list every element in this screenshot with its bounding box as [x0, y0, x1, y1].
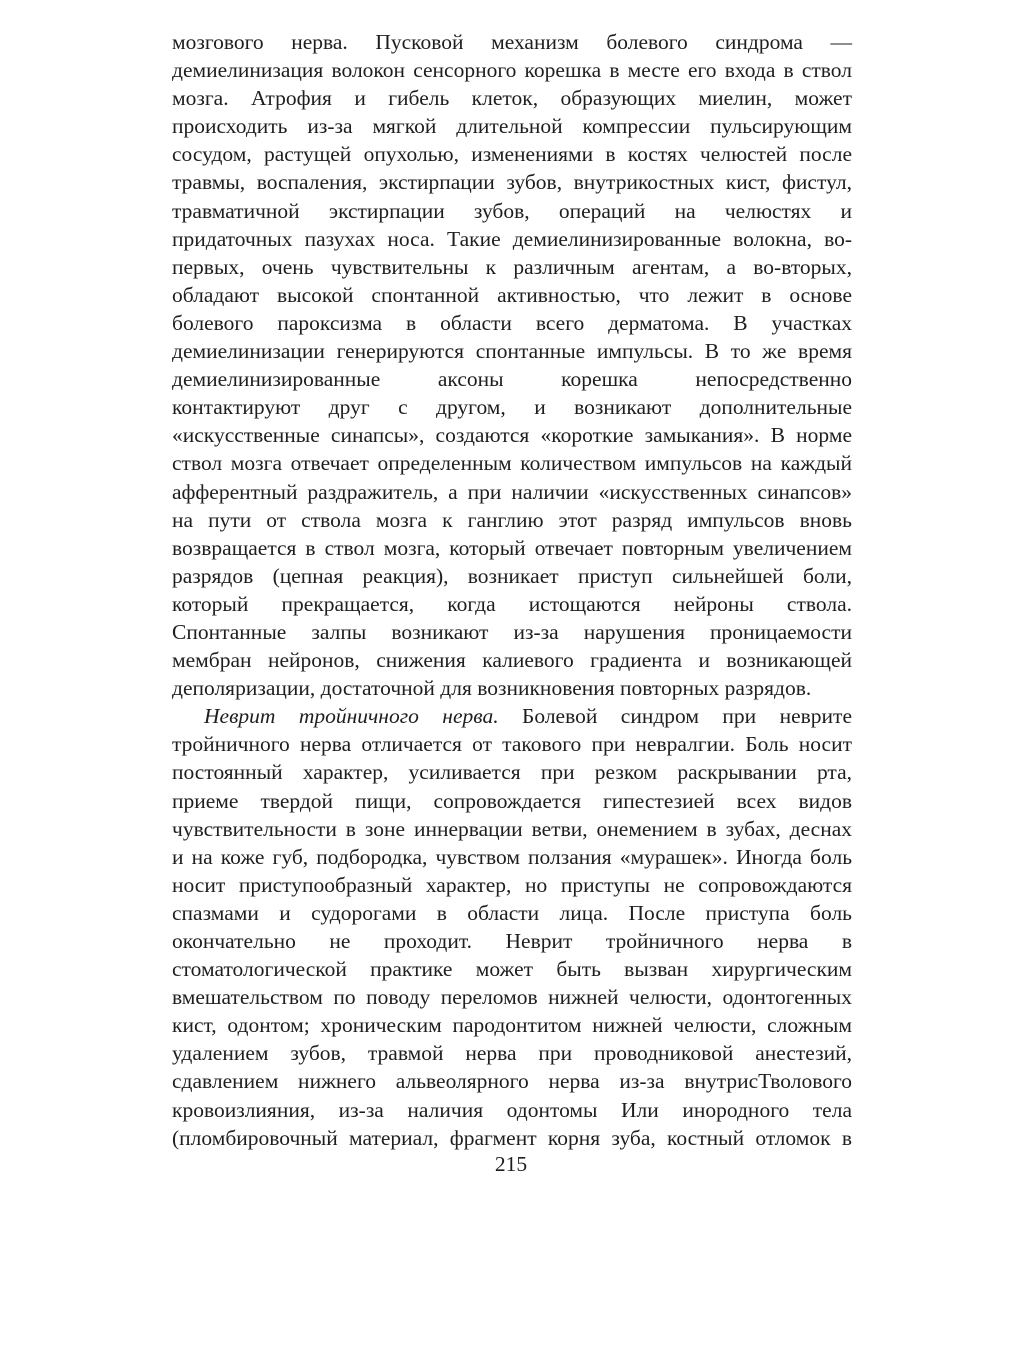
text-line: чувствительности в зоне иннервации ветви, онемением в зубах, деснах — [172, 816, 852, 841]
text-line: возвращается в ствол мозга, который отвечает повторным увеличением — [172, 535, 852, 560]
text-line: носит приступообразный характер, но приступы не сопровождаются — [172, 872, 852, 897]
text-line: мембран нейронов, снижения калиевого градиента и возникающей — [172, 648, 852, 673]
paragraph — [172, 28, 852, 702]
text-line: демиелинизация волокон сенсорного корешка в месте его входа в ствол — [172, 58, 852, 83]
text-line: сосудом, растущей опухолью, изменениями в костях челюстей после — [172, 142, 852, 167]
text-line: контактируют друг с другом, и возникают дополнительные — [172, 395, 852, 420]
text-line: обладают высокой спонтанной активностью, что лежит в основе — [172, 282, 852, 307]
text-line: кист, одонтом; хроническим пародонтитом нижней челюсти, сложным — [172, 1013, 852, 1038]
text-line: Спонтанные залпы возникают из-за нарушения проницаемости — [172, 619, 852, 644]
text-line: травматичной экстирпации зубов, операций на челюстях и — [172, 198, 852, 223]
text-line: травмы, воспаления, экстирпации зубов, внутрикостных кист, фистул, — [172, 170, 852, 195]
text-line: удалением зубов, травмой нерва при проводниковой анестезий, — [172, 1041, 852, 1066]
text-line: демиелинизации генерируются спонтанные импульсы. В то же время — [172, 339, 852, 364]
section-heading-italic: Неврит тройничного нерва. — [204, 704, 499, 729]
text-line: приеме твердой пищи, сопровождается гипестезией всех видов — [172, 788, 852, 813]
text-line: (пломбировочный материал, фрагмент корня зуба, костный отломок в — [172, 1125, 852, 1150]
body-text — [172, 28, 852, 1152]
text-line: который прекращается, когда истощаются нейроны ствола. — [172, 591, 852, 616]
text-line: постоянный характер, усиливается при резком раскрывании рта, — [172, 760, 852, 785]
page-number: 215 — [494, 1152, 528, 1176]
paragraph — [172, 702, 852, 1152]
text-line: болевого пароксизма в области всего дерматома. В участках — [172, 310, 852, 335]
text-line: на пути от ствола мозга к ганглию этот разряд импульсов вновь — [172, 507, 852, 532]
text-line: афферентный раздражитель, а при наличии «искусственных синапсов» — [172, 479, 852, 504]
text-line: разрядов (цепная реакция), возникает приступ сильнейшей боли, — [172, 563, 852, 588]
text-line: «искусственные синапсы», создаются «короткие замыкания». В норме — [172, 423, 852, 448]
text-line: окончательно не проходит. Неврит тройничного нерва в — [172, 929, 852, 953]
text-line: придаточных пазухах носа. Такие демиелинизированные волокна, во- — [172, 226, 852, 251]
text-line: тройничного нерва отличается от такового при невралгии. Боль носит — [172, 732, 852, 757]
text-line: кровоизлияния, из-за наличия одонтомы Или инородного тела — [172, 1097, 852, 1122]
text-line: спазмами и судорогами в области лица. После приступа боль — [172, 900, 852, 925]
text-line: деполяризации, достаточной для возникновения повторных разрядов. — [172, 676, 812, 701]
text-line — [172, 702, 852, 730]
text-line: первых, очень чувствительны к различным агентам, а во-вторых, — [172, 254, 852, 279]
text-line: мозгового нерва. Пусковой механизм болевого синдрома — — [172, 30, 852, 54]
text-line: происходить из-за мягкой длительной компрессии пульсирующим — [172, 114, 852, 139]
text-line: ствол мозга отвечает определенным количеством импульсов на каждый — [172, 451, 852, 476]
text-line: и на коже губ, подбородка, чувством ползания «мурашек». Иногда боль — [172, 844, 852, 869]
text-line: сдавлением нижнего альвеолярного нерва из-за внутрисТволового — [172, 1069, 852, 1094]
text-line: мозга. Атрофия и гибель клеток, образующих миелин, может — [172, 86, 852, 111]
text-line: демиелинизированные аксоны корешка непосредственно — [172, 367, 852, 392]
text-fragment: Болевой синдром при неврите — [498, 704, 852, 729]
text-line: вмешательством по поводу переломов нижней челюсти, одонтогенных — [172, 985, 852, 1010]
text-line: стоматологической практике может быть вызван хирургическим — [172, 957, 852, 982]
